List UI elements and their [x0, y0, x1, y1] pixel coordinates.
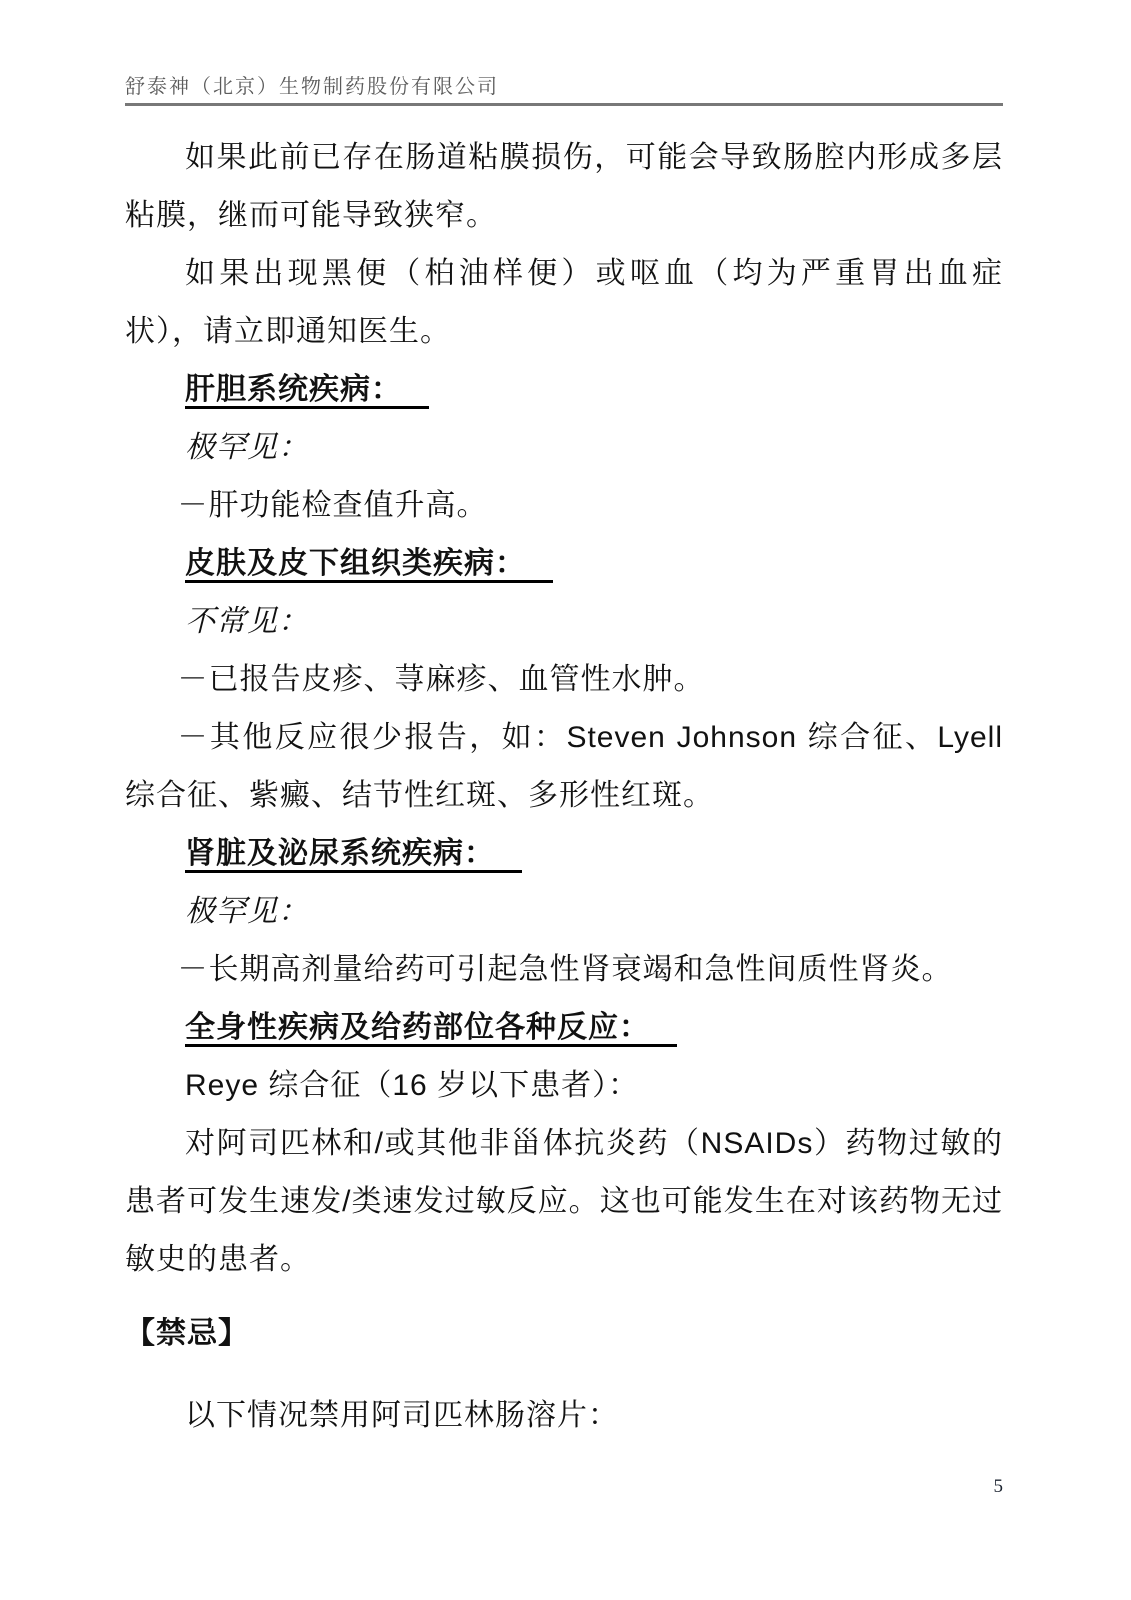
list-item: －长期高剂量给药可引起急性肾衰竭和急性间质性肾炎。 [177, 953, 953, 986]
frequency-label: 极罕见： [185, 431, 309, 464]
frequency-label: 极罕见： [185, 895, 309, 928]
section-heading [125, 825, 1003, 883]
section-heading [125, 999, 1003, 1057]
document-body [125, 129, 1003, 1445]
frequency-label: 不常见： [185, 605, 309, 638]
section-heading [125, 361, 1003, 419]
list-item: －肝功能检查值升高。 [177, 489, 488, 522]
paragraph: 如果此前已存在肠道粘膜损伤，可能会导致肠腔内形成多层粘膜，继而可能导致狭窄。 [125, 141, 1003, 232]
section-heading [125, 535, 1003, 593]
chapter-title: 【禁忌】 [125, 1317, 249, 1350]
page-number: 5 [993, 1476, 1003, 1497]
section-heading-text: 皮肤及皮下组织类疾病： [185, 547, 553, 583]
section-heading-text: 肝胆系统疾病： [185, 373, 429, 409]
paragraph: 对阿司匹林和/或其他非甾体抗炎药（NSAIDs）药物过敏的患者可发生速发/类速发过敏反应。这也可能发生在对该药物无过敏史的患者。 [125, 1127, 1003, 1276]
paragraph: Reye 综合征（16 岁以下患者）： [185, 1069, 640, 1102]
section-heading-text: 肾脏及泌尿系统疾病： [185, 837, 522, 873]
header-divider [125, 103, 1003, 106]
paragraph: 如果出现黑便（柏油样便）或呕血（均为严重胃出血症状），请立即通知医生。 [125, 257, 1003, 348]
section-heading-text: 全身性疾病及给药部位各种反应： [185, 1011, 677, 1047]
company-header: 舒泰神（北京）生物制药股份有限公司 [125, 76, 499, 98]
list-item: －已报告皮疹、荨麻疹、血管性水肿。 [177, 663, 705, 696]
list-item: －其他反应很少报告，如：Steven Johnson 综合征、Lyell 综合征、紫癜、结节性红斑、多形性红斑。 [125, 721, 1003, 812]
paragraph: 以下情况禁用阿司匹林肠溶片： [185, 1399, 619, 1432]
